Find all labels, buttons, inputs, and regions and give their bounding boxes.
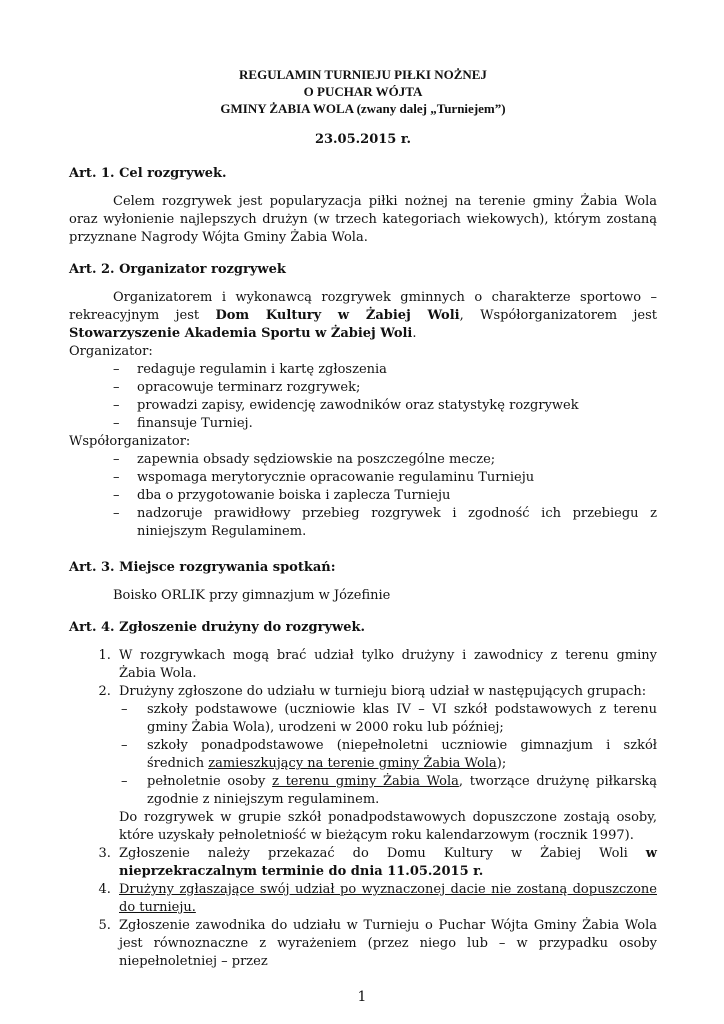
organizer-label: Organizator: bbox=[69, 344, 153, 359]
art2-text-a: Organizatorem i wykonawcą rozgrywek gminnych o charakterze sportowo – rekreacyjnym jest bbox=[69, 290, 657, 323]
list-item bbox=[121, 773, 657, 809]
organizer-list bbox=[69, 361, 657, 433]
item4-text: Drużyny zgłaszające swój udział po wyznaczonej dacie nie zostaną dopuszczone do turnieju. bbox=[119, 882, 657, 915]
art3-text: Boisko ORLIK przy gimnazjum w Józefinie bbox=[113, 588, 391, 603]
art4-heading: Art. 4. Zgłoszenie drużyny do rozgrywek. bbox=[69, 620, 366, 635]
art4-note: Do rozgrywek w grupie szkół ponadpodstawowych dopuszczone zostają osoby, które uzyskały pełnoletniość w bieżącym roku kalendarzowym (rocznik 1997). bbox=[119, 810, 657, 843]
group2-underlined: zamieszkujący na terenie gminy Żabia Wola bbox=[208, 756, 497, 771]
list-item: – szkoły podstawowe (uczniowie klas IV – VI szkół podstawowych z terenu gminy Żabia Wola), urodzeni w 2000 roku lub później; bbox=[121, 701, 657, 737]
art4-list bbox=[69, 647, 657, 971]
art2-heading: Art. 2. Organizator rozgrywek bbox=[69, 262, 286, 277]
list-item bbox=[115, 881, 657, 917]
item3-text-a: Zgłoszenie należy przekazać do Domu Kultury w Żabiej Woli bbox=[119, 846, 646, 861]
list-item: – prowadzi zapisy, ewidencję zawodników oraz statystykę rozgrywek bbox=[113, 397, 657, 415]
list-item: – zapewnia obsady sędziowskie na poszczególne mecze; bbox=[113, 451, 657, 469]
group2-text-b: ); bbox=[496, 756, 507, 771]
group2-text-a: szkoły ponadpodstawowe (niepełnoletni uczniowie gimnazjum i szkół średnich bbox=[147, 738, 657, 771]
group3-text-a: pełnoletnie osoby bbox=[147, 774, 273, 789]
list-item: – nadzoruje prawidłowy przebieg rozgrywek i zgodność ich przebiegu z niniejszym Regulaminem. bbox=[113, 505, 657, 541]
title-line-2: O PUCHAR WÓJTA bbox=[303, 84, 423, 99]
art2-text bbox=[69, 289, 657, 343]
title-line-3: GMINY ŻABIA WOLA (zwany dalej „Turniejem”) bbox=[220, 101, 506, 116]
page-number: 1 bbox=[357, 989, 367, 1005]
list-item: – wspomaga merytorycznie opracowanie regulaminu Turnieju bbox=[113, 469, 657, 487]
list-item: – redaguje regulamin i kartę zgłoszenia bbox=[113, 361, 657, 379]
list-item: 5. Zgłoszenie zawodnika do udziału w Turnieju o Puchar Wójta Gminy Żabia Wola jest równoznaczne z wyrażeniem (przez niego lub – w przypadku osoby niepełnoletniej – przez bbox=[115, 917, 657, 971]
document-date: 23.05.2015 r. bbox=[314, 132, 412, 147]
list-item: – opracowuje terminarz rozgrywek; bbox=[113, 379, 657, 397]
list-item bbox=[115, 845, 657, 881]
list-item: – finansuje Turniej. bbox=[113, 415, 657, 433]
age-groups-list bbox=[119, 701, 657, 809]
document-title bbox=[69, 66, 657, 117]
art2-text-c: . bbox=[412, 326, 417, 341]
art2-text-b: , Współorganizatorem jest bbox=[459, 308, 657, 323]
list-item: – dba o przygotowanie boiska i zaplecza Turnieju bbox=[113, 487, 657, 505]
coorganizer-label: Współorganizator: bbox=[69, 434, 191, 449]
list-item bbox=[121, 737, 657, 773]
art3-heading: Art. 3. Miejsce rozgrywania spotkań: bbox=[69, 560, 336, 575]
document-page bbox=[69, 66, 657, 971]
art4-item2-text: Drużyny zgłoszone do udziału w turnieju biorą udział w następujących grupach: bbox=[119, 684, 647, 699]
item3-deadline: w nieprzekraczalnym terminie do dnia 11.05.2015 r. bbox=[119, 846, 657, 879]
list-item bbox=[115, 683, 657, 845]
art2-organizer-name: Dom Kultury w Żabiej Woli bbox=[215, 308, 460, 323]
group3-text-b: , tworzące drużynę piłkarską zgodnie z niniejszym regulaminem. bbox=[147, 774, 658, 807]
group3-underlined: z terenu gminy Żabia Wola bbox=[272, 774, 459, 789]
title-line-1: REGULAMIN TURNIEJU PIŁKI NOŻNEJ bbox=[239, 67, 487, 82]
list-item: 1. W rozgrywkach mogą brać udział tylko drużyny i zawodnicy z terenu gminy Żabia Wola. bbox=[115, 647, 657, 683]
coorganizer-list bbox=[69, 451, 657, 541]
art1-heading: Art. 1. Cel rozgrywek. bbox=[69, 166, 227, 181]
art2-coorganizer-name: Stowarzyszenie Akademia Sportu w Żabiej Woli bbox=[69, 326, 413, 341]
art1-text: Celem rozgrywek jest popularyzacja piłki nożnej na terenie gminy Żabia Wola oraz wyłonienie najlepszych drużyn (w trzech kategoriach wiekowych), którym zostaną przyznane Nagrody Wójta Gminy Żabia Wola. bbox=[69, 194, 657, 245]
